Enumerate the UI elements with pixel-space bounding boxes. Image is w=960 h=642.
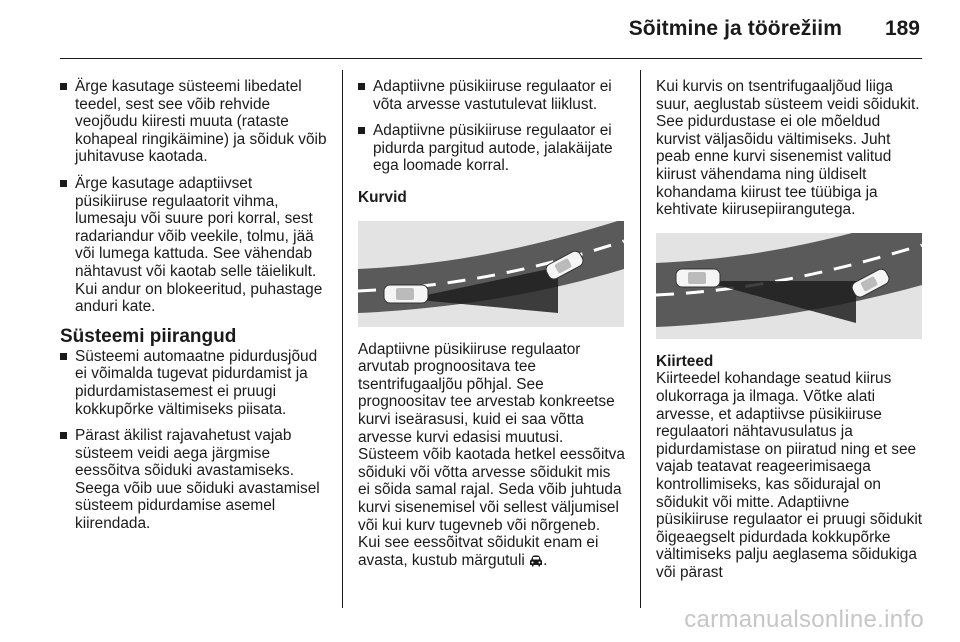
- limitations-list: [60, 348, 328, 533]
- own-car-icon: [384, 285, 428, 303]
- list-item: Adaptiivne püsikiiruse regulaator ei võta arvesse vastutulevat liiklust.: [358, 78, 626, 113]
- limitations-list-continued: [358, 78, 626, 175]
- column-divider-2: [640, 70, 641, 608]
- list-item: Ärge kasutage adaptiivset püsikiiruse regulaatorit vihma, lumesaju või suure pori korral, sest radariandur võib veekile, tolmu, jää või lumega kattuda. See vähendab nähtavust või kaotab selle täielikult. Kui andur on blokeeritud, puhastage anduri kate.: [60, 175, 328, 316]
- header-divider: [60, 58, 922, 59]
- column-divider-1: [342, 70, 343, 608]
- page-number: 189: [884, 17, 920, 40]
- section-title: Süsteemi piirangud: [60, 325, 237, 347]
- warning-list: [60, 78, 328, 316]
- car-front-icon: [529, 555, 543, 567]
- list-item: Ärge kasutage süsteemi libedatel teedel, sest see võib rehvide veojõudu kiiresti muuta (rataste kohapeal ringikäimine) ja sõiduk võib juhitavuse kaotada.: [60, 78, 328, 166]
- highways-paragraph: Kiirteedel kohandage seatud kiirus olukorraga ja ilmaga. Võtke alati arvesse, et adaptiivse püsikiiruse regulaatori nähtavusulatus ja pidurdamistase on piiratud ning et see vajab teatavat reageerimisaega kontrollimiseks, kas sõidurajal on sõidukit või mitte. Adaptiivne püsikiiruse regulaator ei pruugi sõidukit õigeaegselt pidurdada kokkupõrke vältimiseks palju aeglasema sõidukiga või pärast: [656, 370, 923, 581]
- list-item: Süsteemi automaatne pidurdusjõud ei võimalda tugevat pidurdamist ja pidurdamistasemest ei pruugi kokkupõrke vältimiseks piisata.: [60, 348, 328, 418]
- curves-paragraph-continued: Kui kurvis on tsentrifugaaljõud liiga suur, aeglustab süsteem veidi sõidukit. See pidurdustase ei ole mõeldud kurvist väljasõidu vältimiseks. Juht peab enne kurvi sisenemist valitud kiirust vähendama ning üldiselt kohandama kiirust tee tüübiga ja kehtivate kiirusepiirangutega.: [656, 78, 920, 219]
- list-item: Adaptiivne püsikiiruse regulaator ei pidurda pargitud autode, jalakäijate ega loomade korral.: [358, 122, 626, 175]
- curves-paragraph: Adaptiivne püsikiiruse regulaator arvutab prognoositava tee tsentrifugaaljõu põhjal. See prognoositav tee arvestab konkreetse kurvi iseärasusi, kuid ei saa võtta arvesse kurvi edasisi muutusi. Süsteem võib kaotada hetkel eessõitva sõiduki või võtta arvesse sõidukit mis ei sõida samal rajal. Seda võib juhtuda kurvi sisenemisel või sellest väljumisel või kui kurv tugevneb või nõrgeneb. Kui see eessõitvat sõidukit enam ei avasta, kustub märgutuli .: [358, 340, 625, 569]
- own-car-icon: [676, 269, 720, 287]
- column-1: [60, 78, 328, 542]
- subheading-curves: Kurvid: [358, 188, 407, 206]
- page-header: [0, 0, 960, 58]
- chapter-title: Sõitmine ja töörežiim: [628, 17, 842, 40]
- column-2: [358, 78, 626, 569]
- curve-illustration: [358, 221, 624, 327]
- list-item: Pärast äkilist rajavahetust vajab süsteem veidi aega järgmise eessõitva sõiduki avastamiseks. Seega võib uue sõiduki avastamisel süsteem pidurdamise asemel kiirendada.: [60, 427, 328, 533]
- watermark: carmanualsonline.info: [684, 606, 924, 633]
- curve-braking-illustration: [656, 233, 922, 339]
- subheading-highways: Kiirteed: [656, 352, 714, 370]
- column-3: [656, 78, 924, 581]
